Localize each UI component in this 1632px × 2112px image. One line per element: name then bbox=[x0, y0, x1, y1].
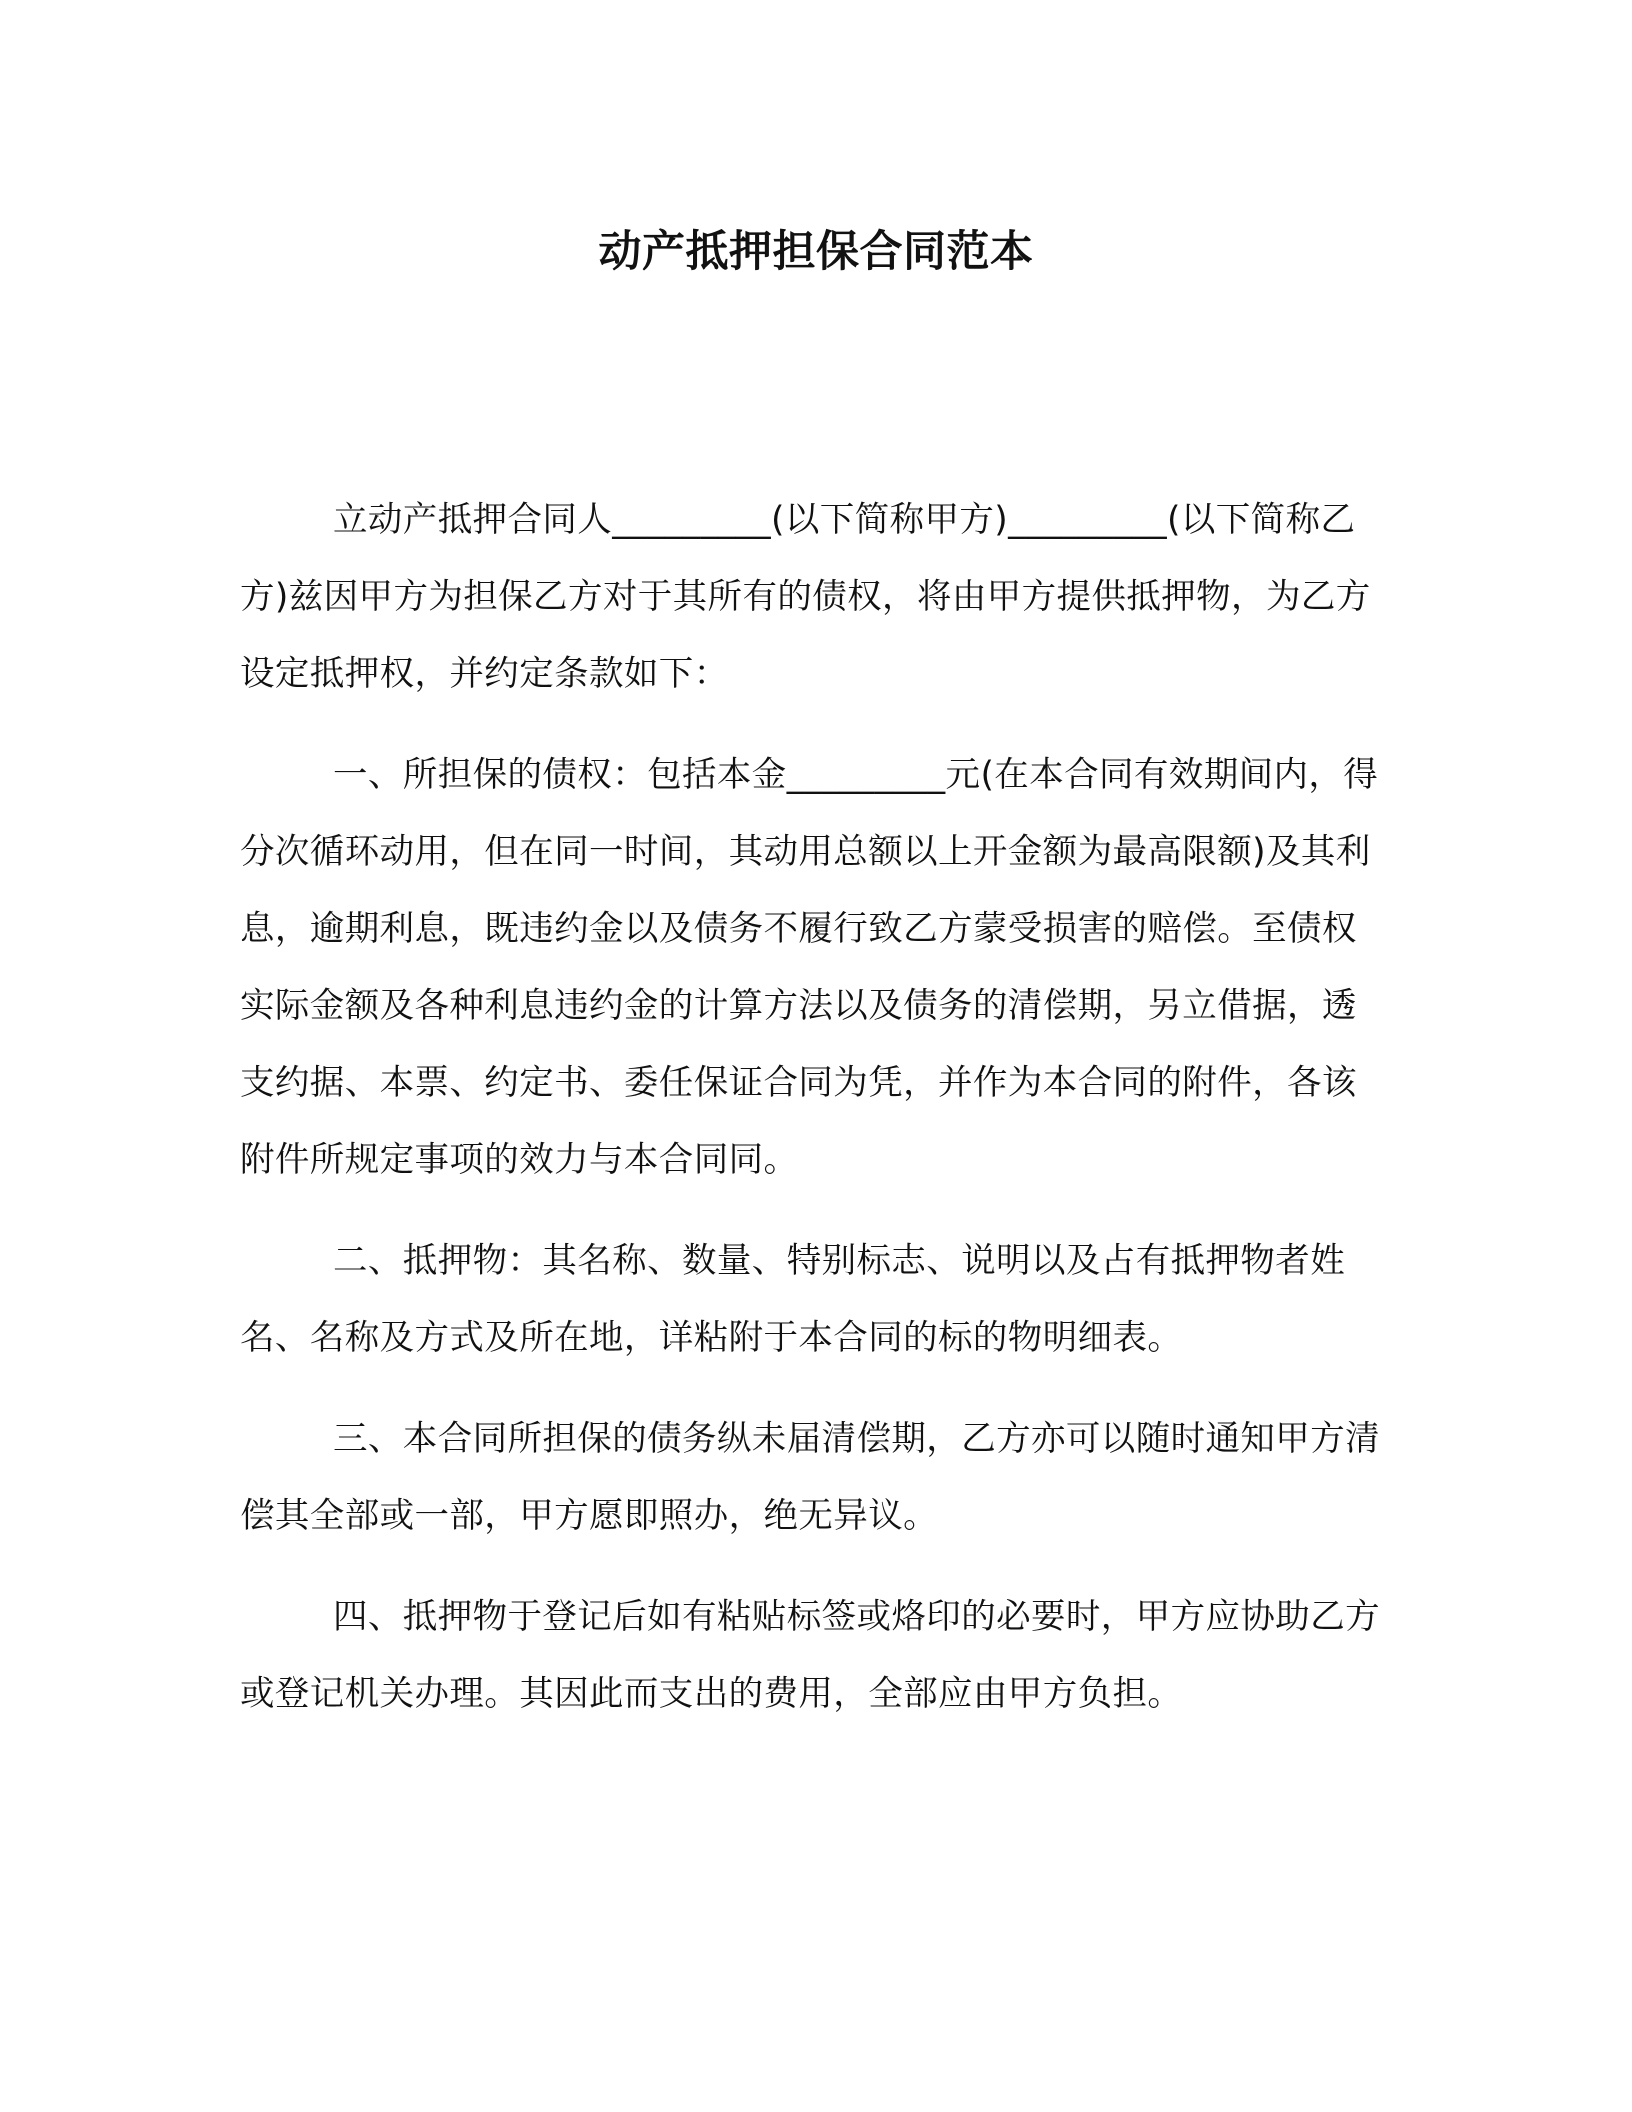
paragraph-clause-2: 二、抵押物：其名称、数量、特别标志、说明以及占有抵押物者姓名、名称及方式及所在地，详粘附于本合同的标的物明细表。 bbox=[240, 1241, 1346, 1358]
document-title: 动产抵押担保合同范本 bbox=[598, 227, 1034, 277]
paragraph-preamble: 立动产抵押合同人_________(以下简称甲方)_________(以下简称乙方)兹因甲方为担保乙方对于其所有的债权，将由甲方提供抵押物，为乙方设定抵押权，并约定条款如下： bbox=[240, 500, 1371, 694]
paragraph-clause-1: 一、所担保的债权：包括本金_________元(在本合同有效期间内，得分次循环动用，但在同一时间，其动用总额以上开金额为最高限额)及其利息，逾期利息，既违约金以及债务不履行致乙方蒙受损害的赔偿。至债权实际金额及各种利息违约金的计算方法以及债务的清偿期，另立借据，透支约据、本票、约定书、委任保证合同为凭，并作为本合同的附件，各该附件所规定事项的效力与本合同同。 bbox=[240, 755, 1379, 1180]
paragraph-clause-3: 三、本合同所担保的债务纵未届清偿期，乙方亦可以随时通知甲方清偿其全部或一部，甲方愿即照办，绝无异议。 bbox=[240, 1419, 1380, 1536]
paragraph-clause-4: 四、抵押物于登记后如有粘贴标签或烙印的必要时，甲方应协助乙方或登记机关办理。其因此而支出的费用，全部应由甲方负担。 bbox=[240, 1597, 1380, 1714]
document-body bbox=[240, 482, 1390, 1757]
